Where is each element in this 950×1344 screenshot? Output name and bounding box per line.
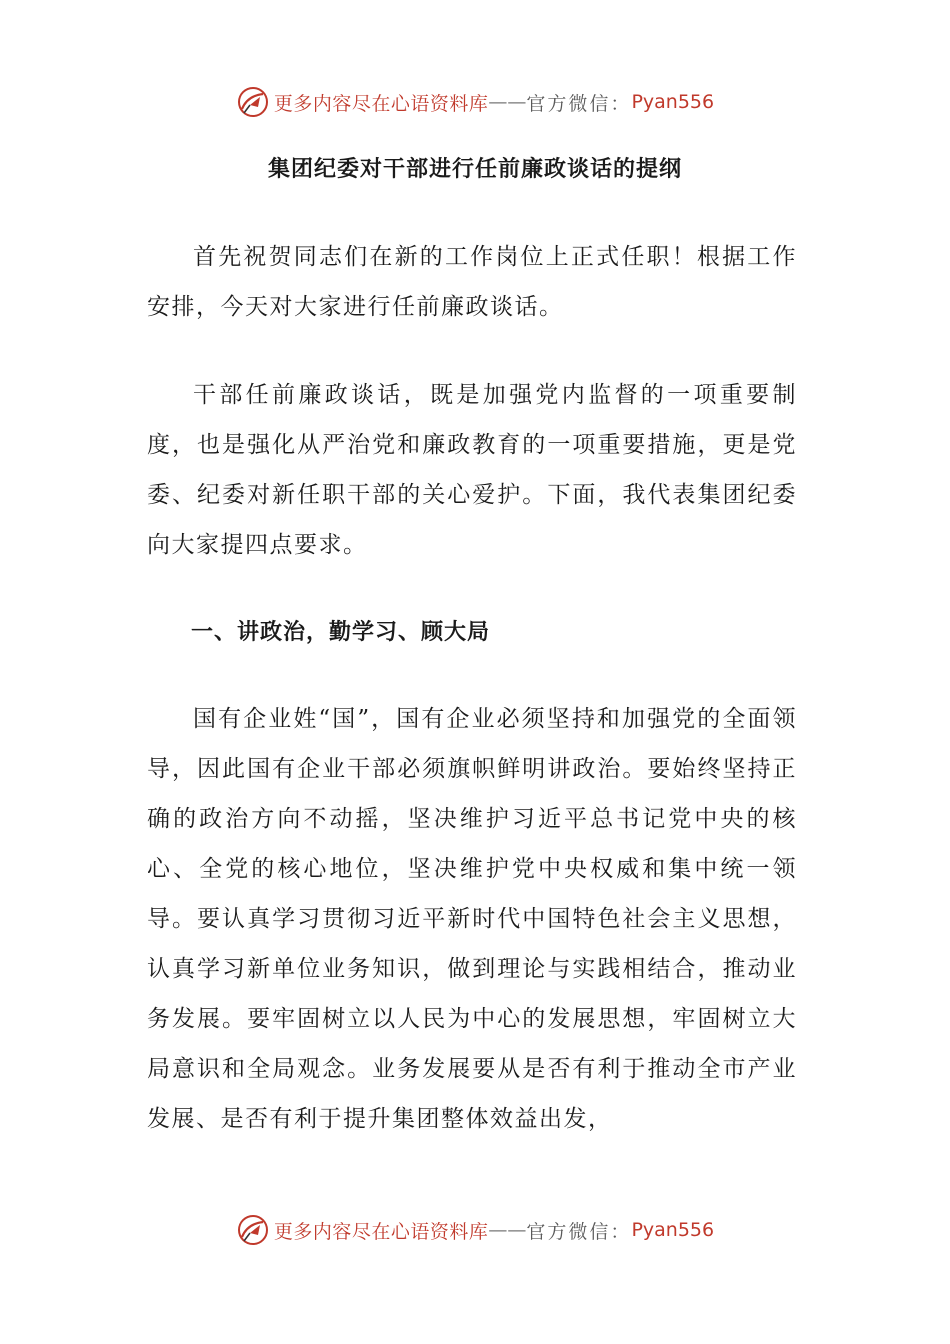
pen-nib-logo-icon	[236, 1213, 270, 1247]
footer-banner	[0, 1210, 950, 1250]
banner-wechat-id: Pyan556	[631, 1219, 715, 1241]
banner-wechat-id: Pyan556	[631, 91, 715, 113]
section-heading: 一、讲政治，勤学习、顾大局	[191, 620, 491, 645]
document-title: 集团纪委对干部进行任前廉政谈话的提纲	[267, 157, 682, 182]
banner-brand-text: 更多内容尽在心语资料库	[273, 1220, 489, 1243]
paragraph-greeting: 首先祝贺同志们在新的工作岗位上正式任职！根据工作安排，今天对大家进行任前廉政谈话。	[147, 244, 797, 320]
banner-dash: ——	[488, 1219, 527, 1241]
banner-wechat-label: 官方微信：	[526, 1220, 632, 1243]
banner-dash: ——	[488, 91, 527, 113]
paragraph-intro: 干部任前廉政谈话，既是加强党内监督的一项重要制度，也是强化从严治党和廉政教育的一项重要措施，更是党委、纪委对新任职干部的关心爱护。下面，我代表集团纪委向大家提四点要求。	[147, 382, 797, 558]
paragraph-section-1: 国有企业姓“国”，国有企业必须坚持和加强党的全面领导，因此国有企业干部必须旗帜鲜明讲政治。要始终坚持正确的政治方向不动摇，坚决维护习近平总书记党中央的核心、全党的核心地位，坚决维护党中央权威和集中统一领导。要认真学习贯彻习近平新时代中国特色社会主义思想，认真学习新单位业务知识，做到理论与实践相结合，推动业务发展。要牢固树立以人民为中心的发展思想，牢固树立大局意识和全局观念。业务发展要从是否有利于推动全市产业发展、是否有利于提升集团整体效益出发，	[147, 706, 797, 1132]
document-body	[147, 232, 797, 1182]
banner-brand-text: 更多内容尽在心语资料库	[273, 92, 489, 115]
pen-nib-logo-icon	[236, 85, 270, 119]
banner-wechat-label: 官方微信：	[526, 92, 632, 115]
header-banner	[0, 82, 950, 122]
